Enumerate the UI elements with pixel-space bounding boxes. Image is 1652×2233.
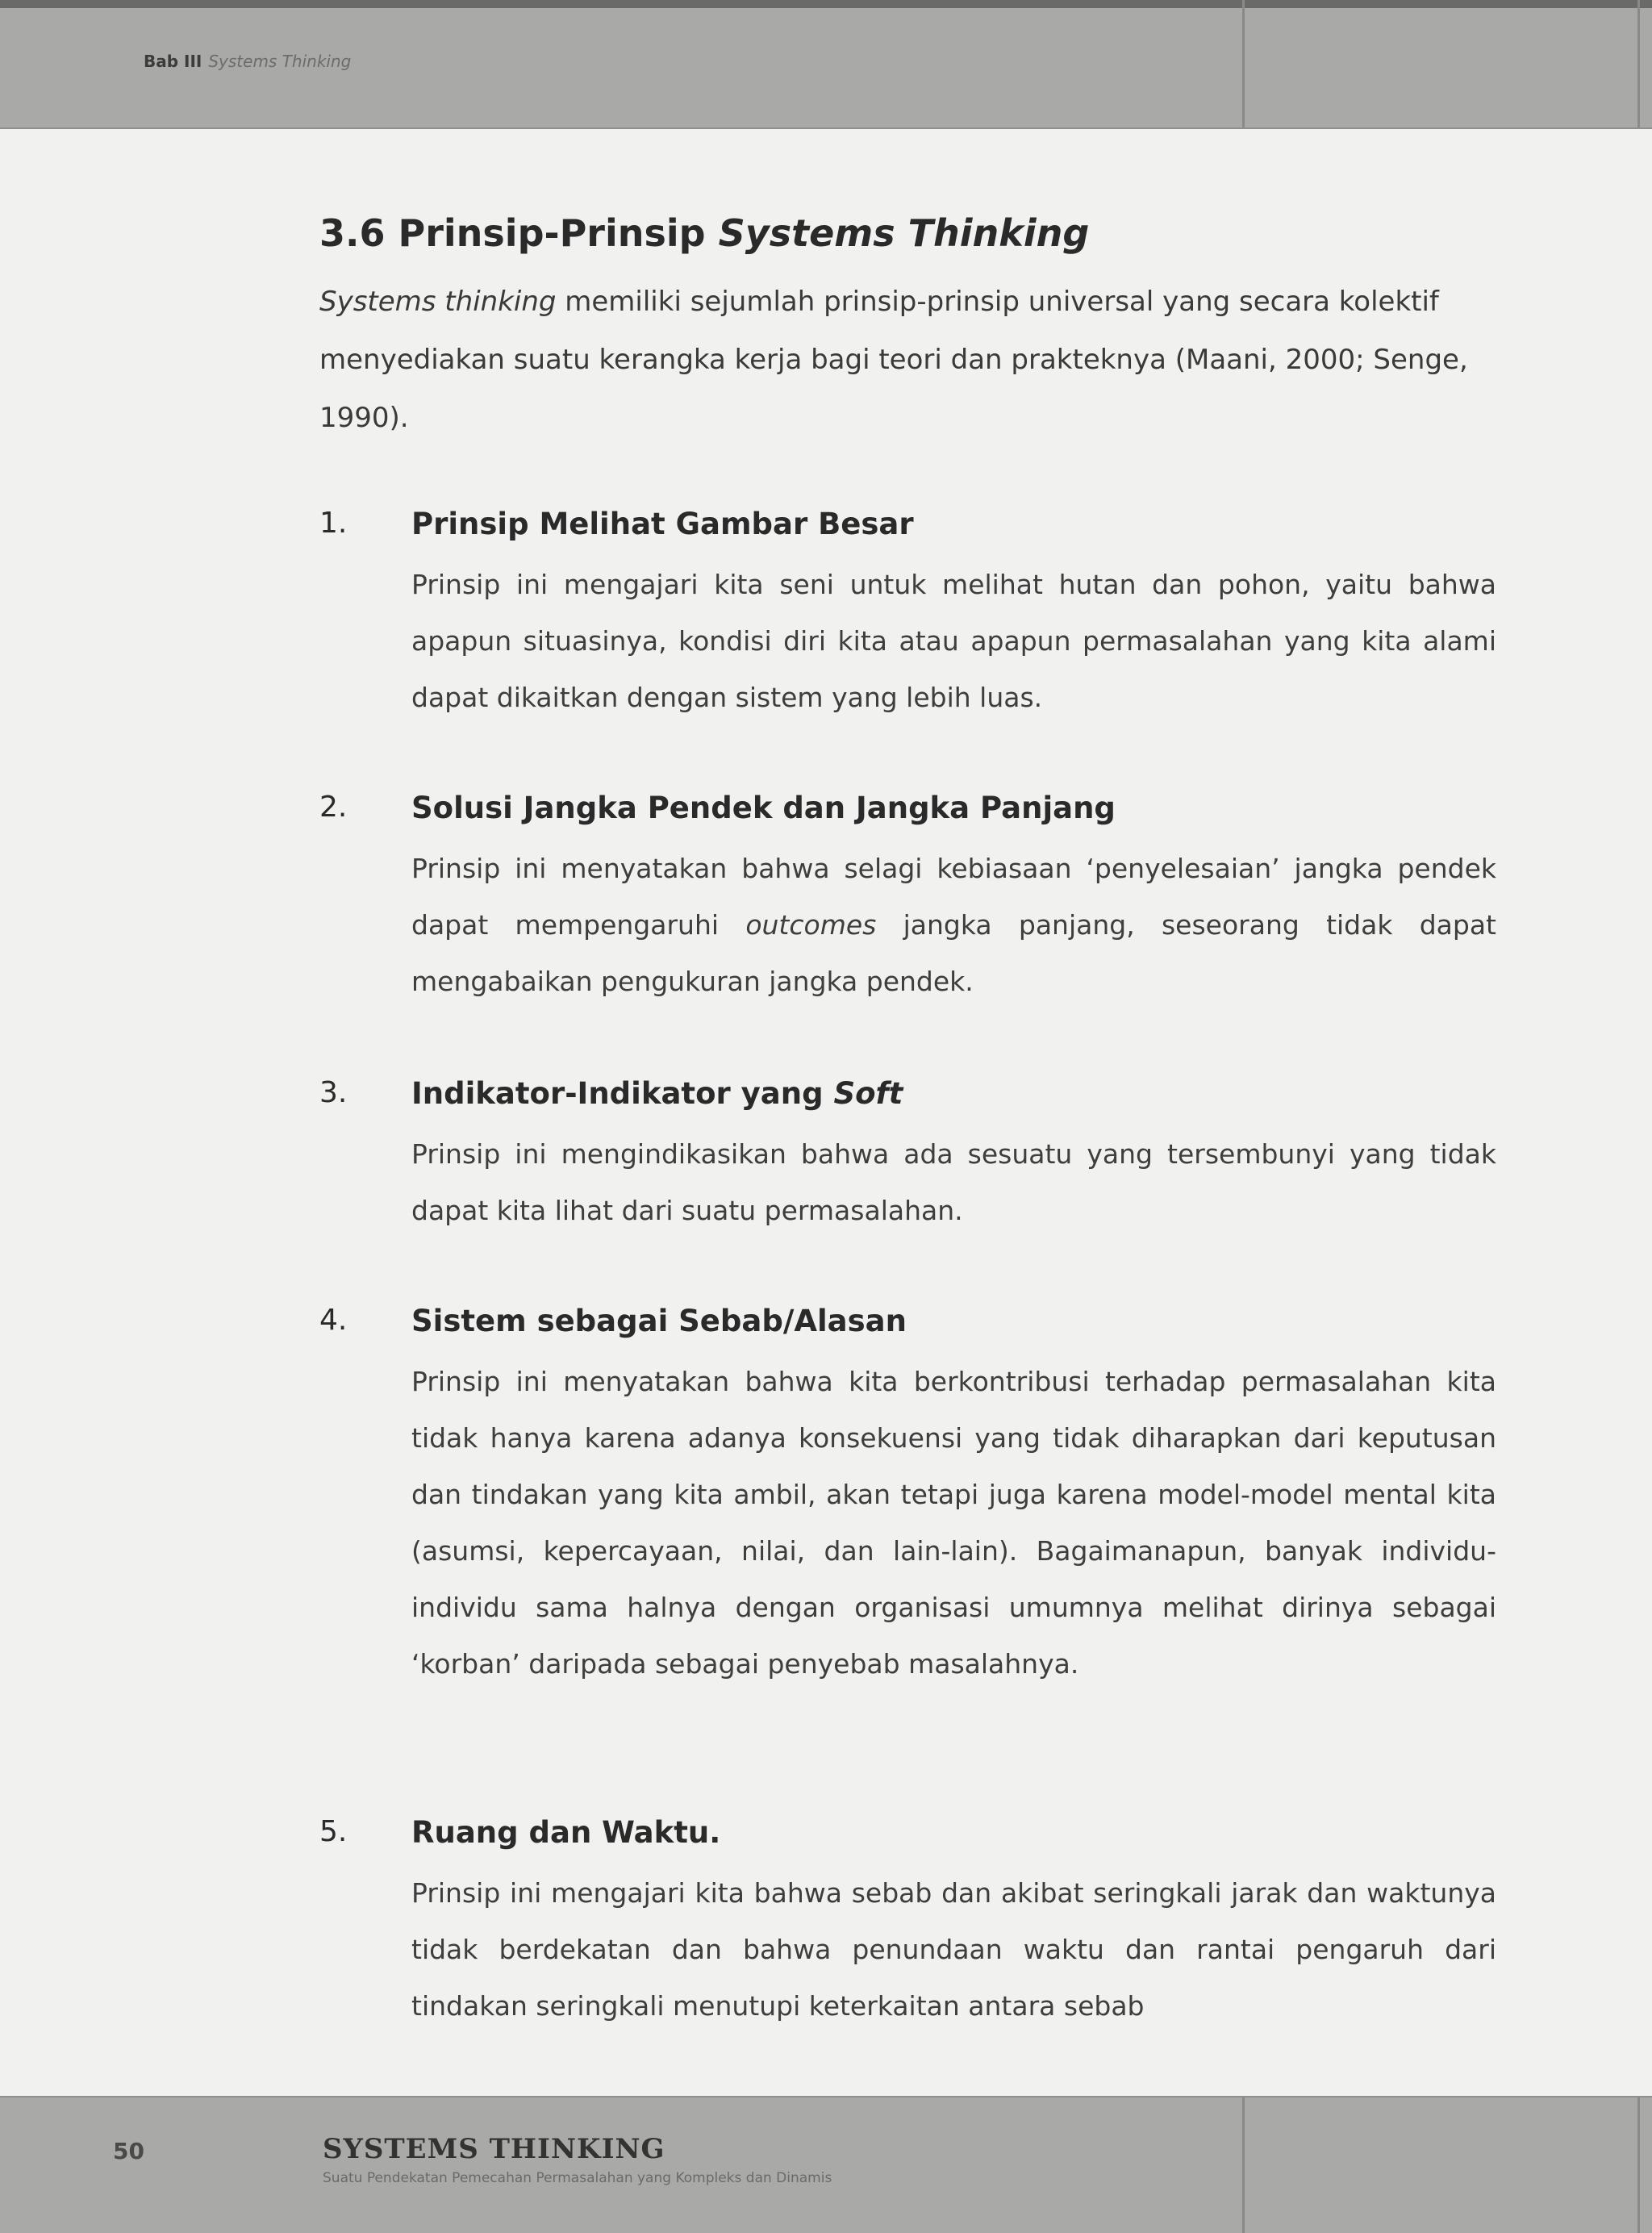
- item-body: Prinsip ini mengajari kita bahwa sebab dan akibat seringkali jarak dan waktunya tidak berdekatan dan bahwa penundaan waktu dan rantai pengaruh dari tindakan seringkali menutupi keterkaitan antara sebab: [411, 1877, 1496, 2022]
- intro-italic-term: Systems thinking: [319, 286, 557, 318]
- item-number: 3.: [319, 1076, 348, 1109]
- section-title: [319, 211, 1089, 255]
- item-number: 2.: [319, 791, 348, 824]
- item-heading-italic: Soft: [833, 1076, 903, 1111]
- chapter-label: [144, 52, 351, 71]
- section-title-prefix: 3.6 Prinsip-Prinsip: [319, 211, 719, 255]
- item-heading: Prinsip Melihat Gambar Besar: [411, 507, 914, 541]
- header-divider: [1637, 0, 1640, 127]
- item-body: Prinsip ini menyatakan bahwa kita berkontribusi terhadap permasalahan kita tidak hanya karena adanya konsekuensi yang tidak diharapkan dari keputusan dan tindakan yang kita ambil, akan tetapi juga karena model-model mental kita (asumsi, kepercayaan, nilai, dan lain-lain). Bagaimanapun, banyak individu-individu sama halnya dengan organisasi umumnya melihat dirinya sebagai ‘korban’ daripada sebagai penyebab masalahnya.: [411, 1366, 1496, 1680]
- footer-divider: [1242, 2097, 1245, 2233]
- item-number: 4.: [319, 1304, 348, 1337]
- item-body: [411, 841, 1496, 1010]
- intro-text: memiliki sejumlah prinsip-prinsip universal yang secara kolektif menyediakan suatu kerangka kerja bagi teori dan prakteknya (Maani, 2000; Senge, 1990).: [319, 286, 1468, 434]
- item-heading-text: Indikator-Indikator yang: [411, 1076, 834, 1111]
- chapter-number: Bab III: [144, 52, 202, 71]
- item-number: 5.: [319, 1815, 348, 1848]
- item-body-text: jangka panjang, seseorang tidak dapat mengabaikan pengukuran jangka pendek.: [411, 909, 1496, 997]
- footer-divider: [1637, 2097, 1640, 2233]
- item-body-italic: outcomes: [745, 909, 877, 941]
- item-heading: Ruang dan Waktu.: [411, 1815, 721, 1850]
- item-heading: Solusi Jangka Pendek dan Jangka Panjang: [411, 791, 1116, 825]
- running-footer: [0, 2096, 1652, 2233]
- book-title: SYSTEMS THINKING: [323, 2133, 665, 2165]
- book-subtitle: Suatu Pendekatan Pemecahan Permasalahan yang Kompleks dan Dinamis: [323, 2170, 832, 2186]
- header-divider: [1242, 0, 1245, 127]
- item-body: Prinsip ini mengajari kita seni untuk melihat hutan dan pohon, yaitu bahwa apapun situasinya, kondisi diri kita atau apapun permasalahan yang kita alami dapat dikaitkan dengan sistem yang lebih luas.: [411, 569, 1496, 713]
- page-number: 50: [113, 2138, 144, 2164]
- running-header: [0, 0, 1652, 129]
- header-edge: [0, 0, 1652, 8]
- chapter-title: Systems Thinking: [208, 52, 352, 71]
- item-heading: [411, 1076, 903, 1111]
- item-number: 1.: [319, 507, 348, 540]
- item-heading: Sistem sebagai Sebab/Alasan: [411, 1304, 907, 1338]
- section-intro: [319, 273, 1497, 447]
- item-body: Prinsip ini mengindikasikan bahwa ada sesuatu yang tersembunyi yang tidak dapat kita lihat dari suatu permasalahan.: [411, 1138, 1496, 1226]
- section-title-italic: Systems Thinking: [718, 211, 1090, 255]
- item-body-text: Prinsip ini menyatakan bahwa selagi kebiasaan ‘penyelesaian’ jangka pendek dapat mempengaruhi: [411, 853, 1496, 941]
